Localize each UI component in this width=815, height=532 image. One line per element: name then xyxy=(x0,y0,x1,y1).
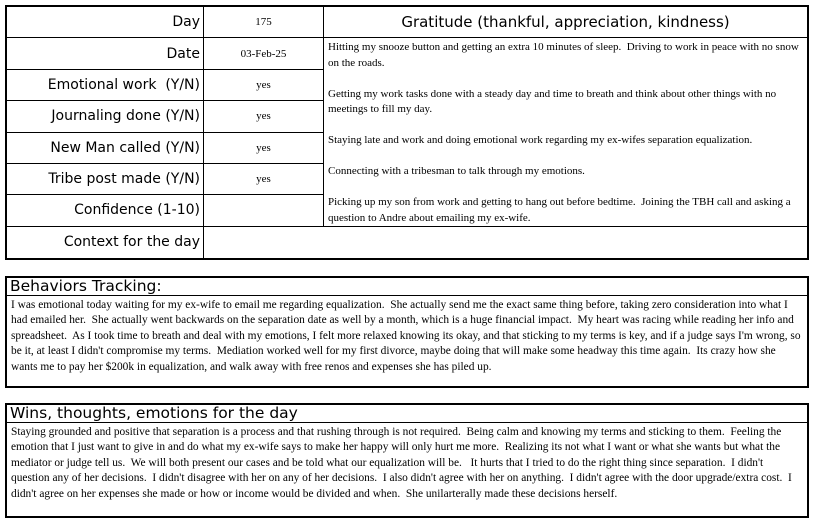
wins-header: Wins, thoughts, emotions for the day xyxy=(7,405,807,423)
context-label: Context for the day xyxy=(7,227,204,258)
wins-body[interactable]: Staying grounded and positive that separation is a process and that rushing through is not required. Being calm and knowing my terms and sticking to them. Feeling the emotion that I just want to give in and do what my ex-wife says to make her happy will only hurt me more. Realizing its not what I want or what she wants but what the mediator or judge tell us. We will both present our cases and be told what our equalization will be. It hurts that I tried to do the right thing since separation. I didn't question any of her decisions. I didn't disagree with her on any of her decisions. I also didn't agree with her on anything. I didn't agree with the door upgrade/extra cost. I didn't agree on her expenses she made or how or income would be divided and when. She unilarterally made these decisions herself. xyxy=(11,426,795,500)
journaling-done-label: Journaling done (Y/N) xyxy=(7,101,204,132)
context-value[interactable] xyxy=(204,227,807,258)
behaviors-header: Behaviors Tracking: xyxy=(7,278,807,296)
tribe-post-made-label: Tribe post made (Y/N) xyxy=(7,164,204,195)
gratitude-body[interactable] xyxy=(324,38,807,226)
gratitude-paragraph: Staying late and work and doing emotional work regarding my ex-wifes separation equalization. xyxy=(328,134,753,147)
gratitude-header: Gratitude (thankful, appreciation, kindness) xyxy=(324,7,807,38)
day-label: Day xyxy=(7,7,204,38)
gratitude-paragraph: Getting my work tasks done with a steady day and time to breath and think about other things with no meetings to fill my day. xyxy=(328,87,779,116)
new-man-called-label: New Man called (Y/N) xyxy=(7,133,204,164)
daily-log-table xyxy=(5,5,809,260)
confidence-value[interactable] xyxy=(204,195,324,226)
behaviors-body[interactable]: I was emotional today waiting for my ex-wife to email me regarding equalization. She actually send me the exact same thing before, taking zero consideration into what I had emailed her. She actually went backwards on the separation date as well by a month, which is a huge financial impact. My heart was racing while reading her info and spreadsheet. As I took time to breath and deal with my emotions, I felt more relaxed knowing its okay, and that sticking to my terms is key, and if a judge says I'm wrong, so be it, at least I didn't compromise my terms. Mediation worked well for my first divorce, maybe doing that will make some headway this time again. Its crazy how she wants me to pay her $200k in equalization, and walk away with free renos and expenses she has piled up. xyxy=(11,299,804,373)
journaling-done-value[interactable]: yes xyxy=(204,101,324,132)
date-label: Date xyxy=(7,38,204,69)
new-man-called-value[interactable]: yes xyxy=(204,133,324,164)
date-value[interactable]: 03-Feb-25 xyxy=(204,38,324,69)
confidence-label: Confidence (1-10) xyxy=(7,195,204,226)
emotional-work-label: Emotional work (Y/N) xyxy=(7,70,204,101)
gratitude-paragraph: Hitting my snooze button and getting an extra 10 minutes of sleep. Driving to work in peace with no snow on the roads. xyxy=(328,41,802,69)
behaviors-section xyxy=(5,276,809,388)
gratitude-paragraph: Picking up my son from work and getting to hang out before bedtime. Joining the TBH call and asking a question to Andre about emailing my ex-wife. xyxy=(328,196,794,224)
wins-section xyxy=(5,403,809,518)
day-value[interactable]: 175 xyxy=(204,7,324,38)
tribe-post-made-value[interactable]: yes xyxy=(204,164,324,195)
emotional-work-value[interactable]: yes xyxy=(204,70,324,101)
gratitude-paragraph: Connecting with a tribesman to talk through my emotions. xyxy=(328,165,585,178)
